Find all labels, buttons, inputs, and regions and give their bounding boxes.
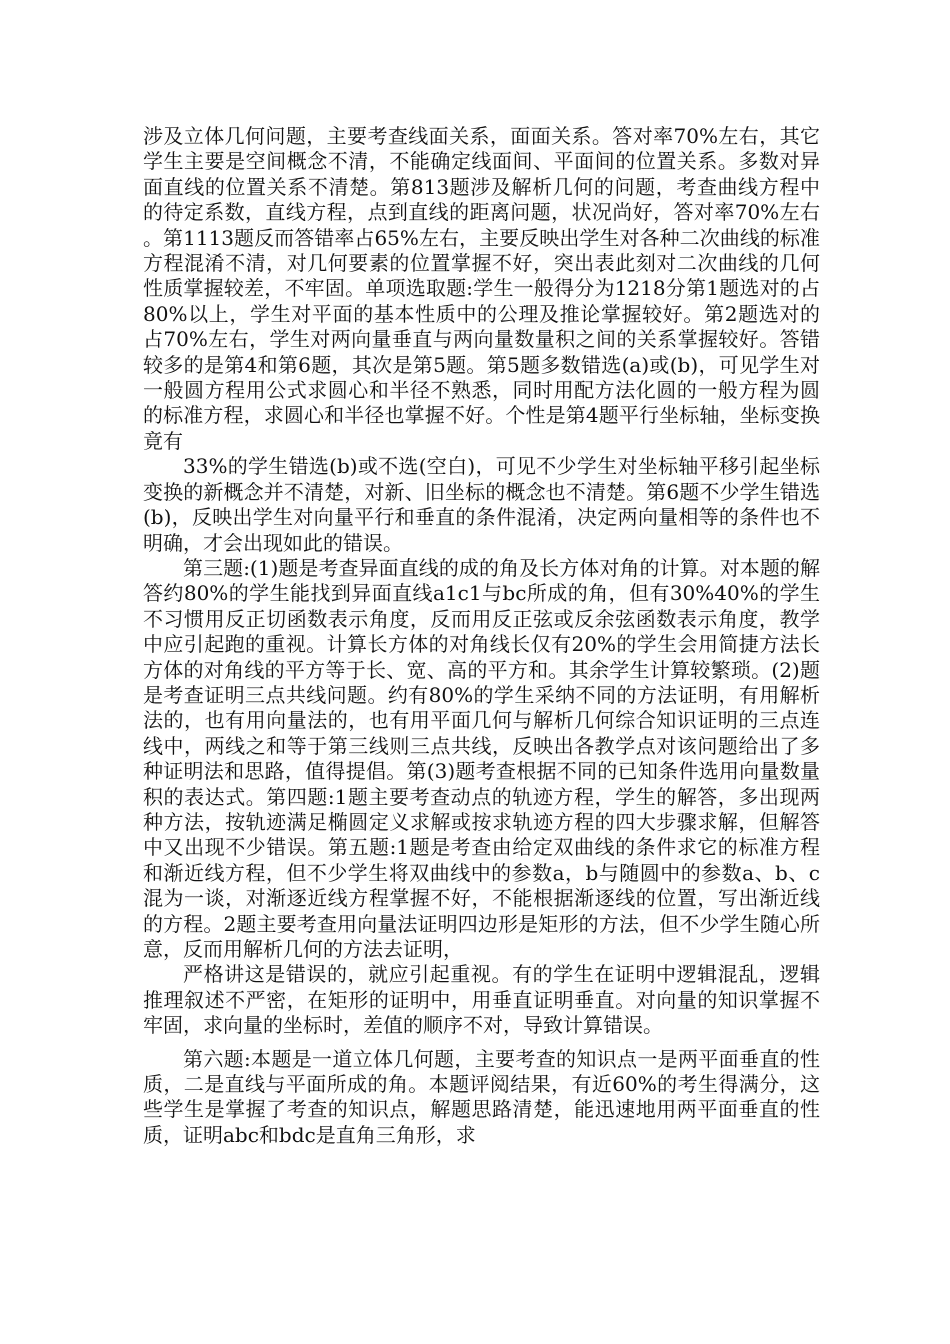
paragraph-5: 第六题:本题是一道立体几何题，主要考查的知识点一是两平面垂直的性质，二是直线与平面所成的角。本题评阅结果，有近60%的考生得满分，这些学生是掌握了考查的知识点，解题思路清楚，能迅速地用两平面垂直的性质，证明abc和bdc是直角三角形，求 <box>143 1046 820 1147</box>
paragraph-1: 涉及立体几何问题，主要考查线面关系，面面关系。答对率70%左右，其它学生主要是空间概念不清，不能确定线面间、平面间的位置关系。多数对异面直线的位置关系不清楚。第813题涉及解析几何的问题，考查曲线方程中的待定系数，直线方程，点到直线的距离问题，状况尚好，答对率70%左右。第1113题反而答错率占65%左右，主要反映出学生对各种二次曲线的标准方程混淆不清，对几何要素的位置掌握不好，突出表此刻对二次曲线的几何性质掌握较差，不牢固。单项选取题:学生一般得分为1218分第1题选对的占80%以上，学生对平面的基本性质中的公理及推论掌握较好。第2题选对的占70%左右，学生对两向量垂直与两向量数量积之间的关系掌握较好。答错较多的是第4和第6题，其次是第5题。第5题多数错选(a)或(b)，可见学生对一般圆方程用公式求圆心和半径不熟悉，同时用配方法化圆的一般方程为圆的标准方程，求圆心和半径也掌握不好。个性是第4题平行坐标轴，坐标变换竟有 <box>143 124 820 453</box>
paragraph-2: 33%的学生错选(b)或不选(空白)，可见不少学生对坐标轴平移引起坐标变换的新概念并不清楚，对新、旧坐标的概念也不清楚。第6题不少学生错选(b)，反映出学生对向量平行和垂直的条件混淆，决定两向量相等的条件也不明确，才会出现如此的错误。 <box>143 454 820 555</box>
document-body <box>143 124 820 1148</box>
paragraph-3: 第三题:(1)题是考查异面直线的成的角及长方体对角的计算。对本题的解答约80%的学生能找到异面直线a1c1与bc所成的角，但有30%40%的学生不习惯用反正切函数表示角度，反而用反正弦或反余弦函数表示角度，教学中应引起跑的重视。计算长方体的对角线长仅有20%的学生会用简捷方法长方体的对角线的平方等于长、宽、高的平方和。其余学生计算较繁琐。(2)题是考查证明三点共线问题。约有80%的学生采纳不同的方法证明，有用解析法的，也有用向量法的，也有用平面几何与解析几何综合知识证明的三点连线中，两线之和等于第三线则三点共线，反映出各教学点对该问题给出了多种证明法和思路，值得提倡。第(3)题考查根据不同的已知条件选用向量数量积的表达式。第四题:1题主要考查动点的轨迹方程，学生的解答，多出现两种方法，按轨迹满足椭圆定义求解或按求轨迹方程的四大步骤求解，但解答中又出现不少错误。第五题:1题是考查由给定双曲线的条件求它的标准方程和渐近线方程，但不少学生将双曲线中的参数a，b与随圆中的参数a、b、c混为一谈，对渐逐近线方程掌握不好，不能根据渐逐线的位置，写出渐近线的方程。2题主要考查用向量法证明四边形是矩形的方法，但不少学生随心所意，反而用解析几何的方法去证明， <box>143 555 820 961</box>
paragraph-4: 严格讲这是错误的，就应引起重视。有的学生在证明中逻辑混乱，逻辑推理叙述不严密，在矩形的证明中，用垂直证明垂直。对向量的知识掌握不牢固，求向量的坐标时，差值的顺序不对，导致计算错误。 <box>143 962 820 1038</box>
